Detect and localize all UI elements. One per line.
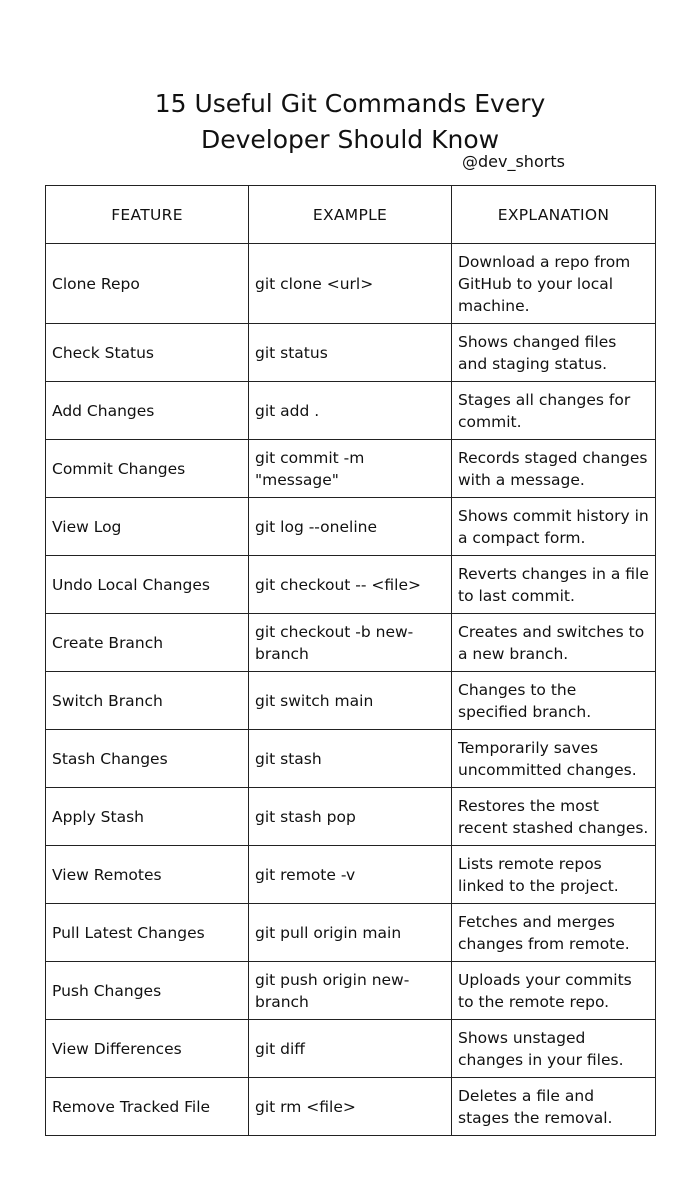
- explanation-cell: Download a repo from GitHub to your local machine.: [452, 244, 656, 324]
- example-cell: git status: [249, 324, 452, 382]
- feature-cell: Add Changes: [46, 382, 249, 440]
- feature-cell: Remove Tracked File: [46, 1078, 249, 1136]
- table-row: [46, 846, 656, 904]
- feature-cell: Undo Local Changes: [46, 556, 249, 614]
- title-line-2: Developer Should Know: [200, 125, 500, 154]
- example-cell: git checkout -b new-branch: [249, 614, 452, 672]
- example-cell: git clone <url>: [249, 244, 452, 324]
- example-cell: git commit -m "message": [249, 440, 452, 498]
- table-row: [46, 498, 656, 556]
- table-row: [46, 382, 656, 440]
- example-cell: git push origin new-branch: [249, 962, 452, 1020]
- table-body: [46, 244, 656, 1136]
- explanation-cell: Uploads your commits to the remote repo.: [452, 962, 656, 1020]
- example-cell: git switch main: [249, 672, 452, 730]
- author-handle: @dev_shorts: [462, 152, 565, 171]
- explanation-cell: Shows changed files and staging status.: [452, 324, 656, 382]
- explanation-cell: Temporarily saves uncommitted changes.: [452, 730, 656, 788]
- table-row: [46, 244, 656, 324]
- explanation-cell: Shows unstaged changes in your files.: [452, 1020, 656, 1078]
- explanation-cell: Deletes a file and stages the removal.: [452, 1078, 656, 1136]
- feature-cell: Clone Repo: [46, 244, 249, 324]
- header-example: EXAMPLE: [249, 186, 452, 244]
- explanation-cell: Fetches and merges changes from remote.: [452, 904, 656, 962]
- feature-cell: Apply Stash: [46, 788, 249, 846]
- explanation-cell: Stages all changes for commit.: [452, 382, 656, 440]
- explanation-cell: Lists remote repos linked to the project.: [452, 846, 656, 904]
- example-cell: git log --oneline: [249, 498, 452, 556]
- explanation-cell: Reverts changes in a file to last commit.: [452, 556, 656, 614]
- example-cell: git rm <file>: [249, 1078, 452, 1136]
- table-row: [46, 904, 656, 962]
- explanation-cell: Changes to the specified branch.: [452, 672, 656, 730]
- table-row: [46, 556, 656, 614]
- example-cell: git stash: [249, 730, 452, 788]
- feature-cell: Create Branch: [46, 614, 249, 672]
- feature-cell: Push Changes: [46, 962, 249, 1020]
- title-line-1: 15 Useful Git Commands Every: [154, 89, 546, 118]
- feature-cell: Check Status: [46, 324, 249, 382]
- feature-cell: View Remotes: [46, 846, 249, 904]
- feature-cell: View Differences: [46, 1020, 249, 1078]
- table-row: [46, 1020, 656, 1078]
- explanation-cell: Creates and switches to a new branch.: [452, 614, 656, 672]
- header-feature: FEATURE: [46, 186, 249, 244]
- example-cell: git checkout -- <file>: [249, 556, 452, 614]
- table-header: [46, 186, 656, 244]
- feature-cell: Commit Changes: [46, 440, 249, 498]
- example-cell: git pull origin main: [249, 904, 452, 962]
- table-row: [46, 614, 656, 672]
- explanation-cell: Shows commit history in a compact form.: [452, 498, 656, 556]
- example-cell: git diff: [249, 1020, 452, 1078]
- example-cell: git add .: [249, 382, 452, 440]
- example-cell: git remote -v: [249, 846, 452, 904]
- table-row: [46, 672, 656, 730]
- feature-cell: Stash Changes: [46, 730, 249, 788]
- table-row: [46, 730, 656, 788]
- table-row: [46, 324, 656, 382]
- feature-cell: Pull Latest Changes: [46, 904, 249, 962]
- feature-cell: Switch Branch: [46, 672, 249, 730]
- explanation-cell: Records staged changes with a message.: [452, 440, 656, 498]
- table-row: [46, 440, 656, 498]
- explanation-cell: Restores the most recent stashed changes.: [452, 788, 656, 846]
- page-title: [0, 86, 700, 158]
- table-row: [46, 962, 656, 1020]
- table-row: [46, 788, 656, 846]
- header-row: [46, 186, 656, 244]
- table-row: [46, 1078, 656, 1136]
- feature-cell: View Log: [46, 498, 249, 556]
- example-cell: git stash pop: [249, 788, 452, 846]
- header-explanation: EXPLANATION: [452, 186, 656, 244]
- git-commands-table: [45, 185, 656, 1136]
